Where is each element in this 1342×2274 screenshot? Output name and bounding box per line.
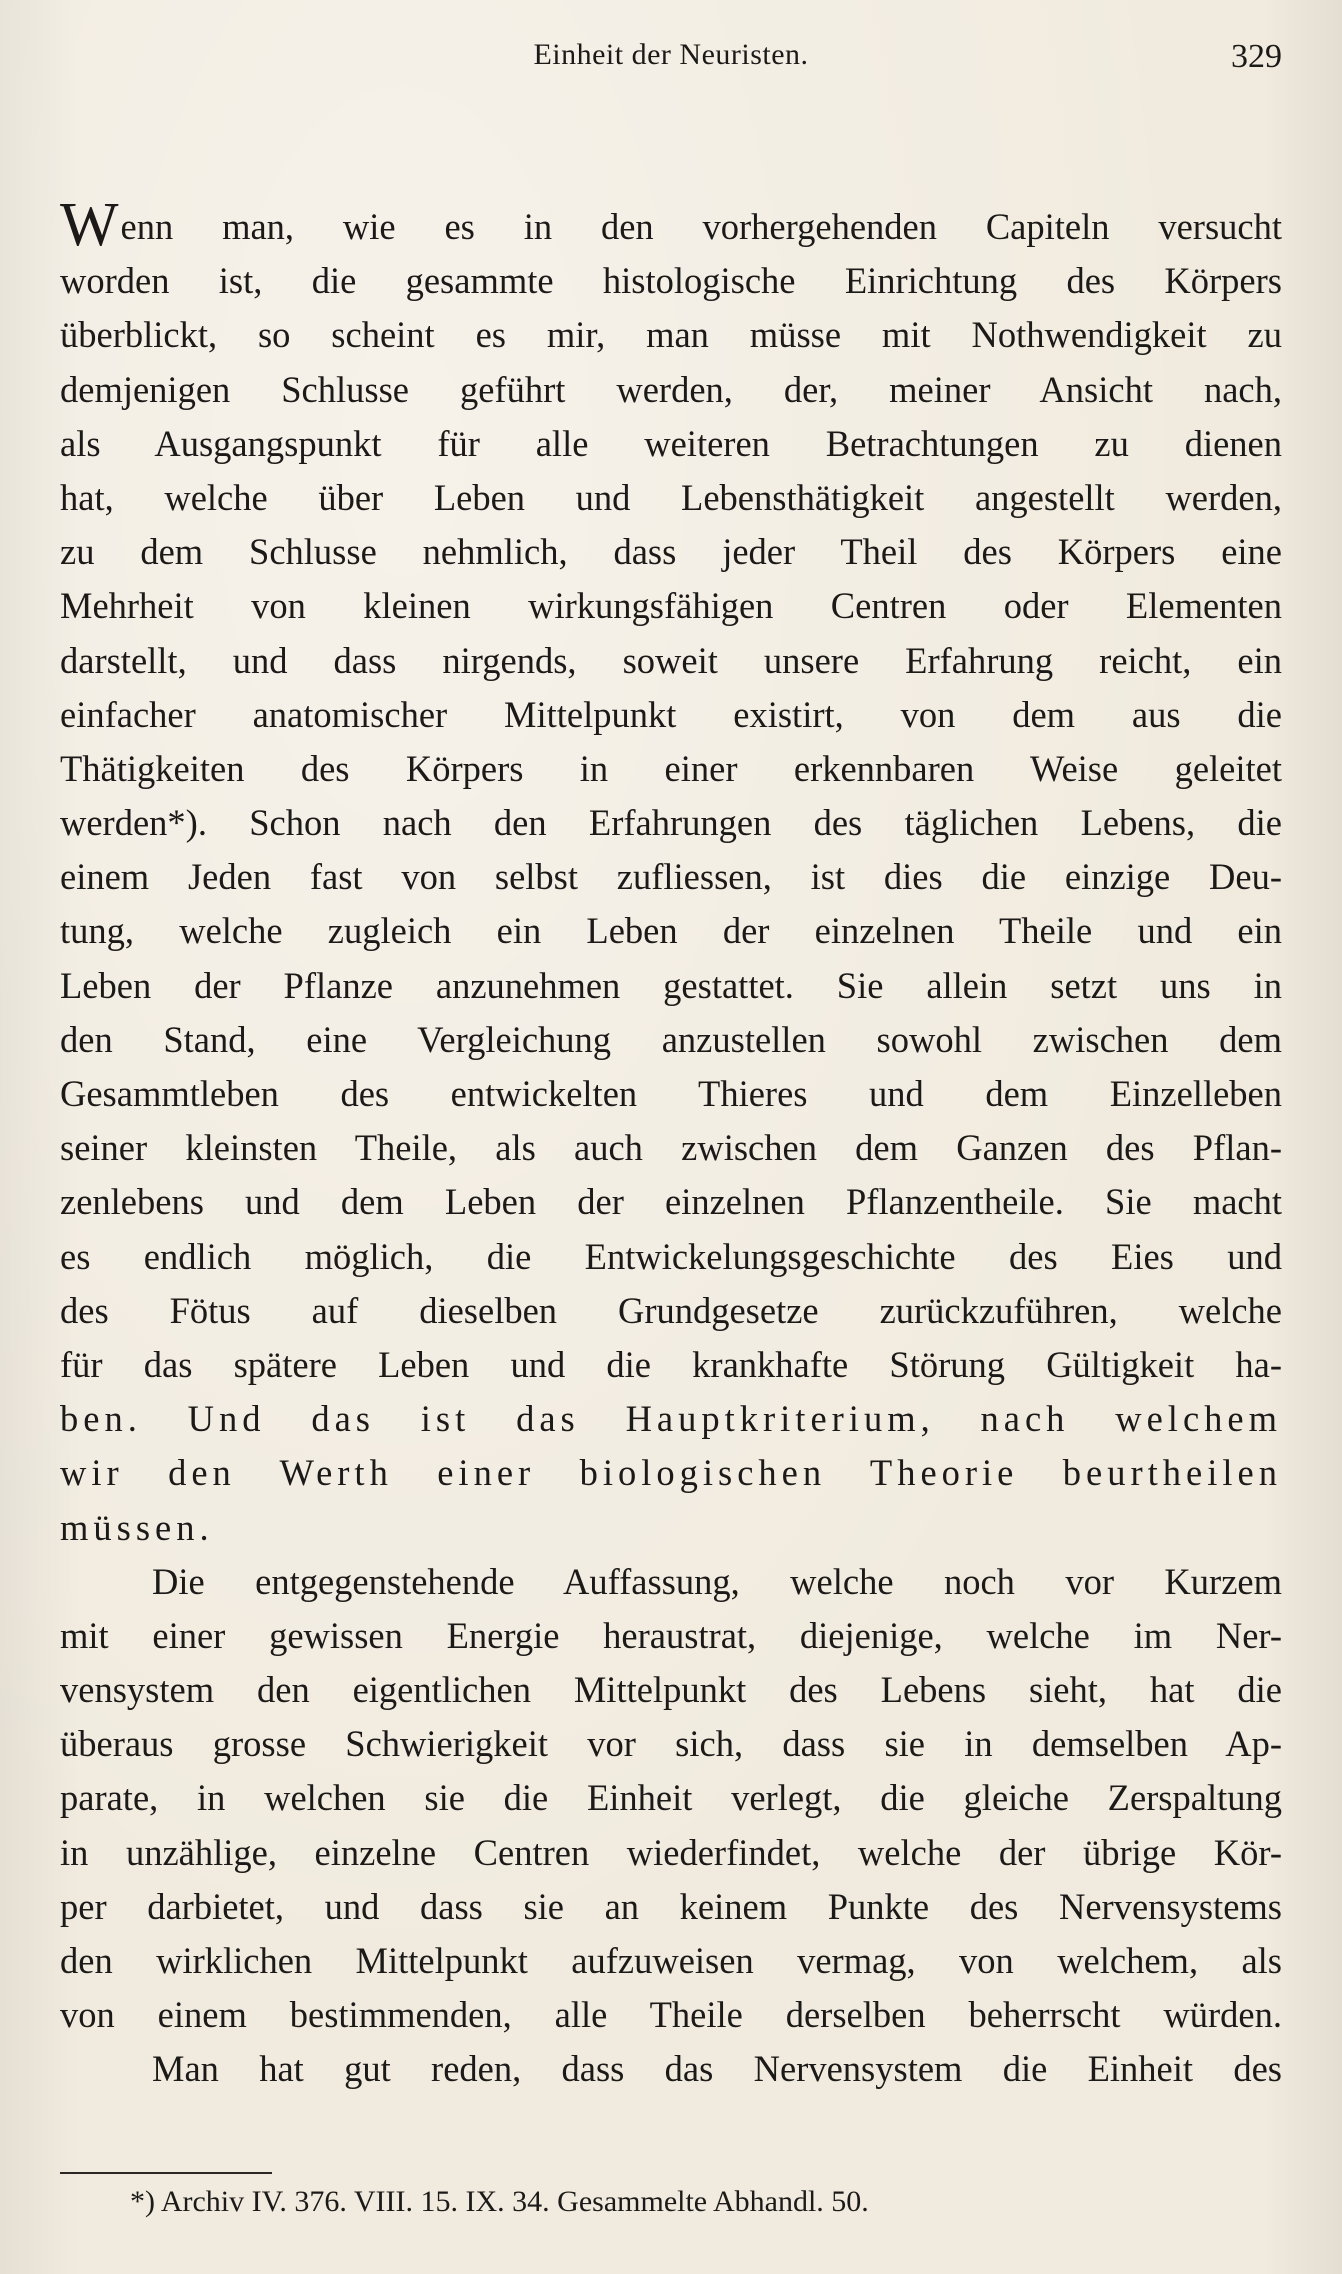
text-line: tung, welche zugleich ein Leben der einzelnen Theile und ein xyxy=(60,910,1282,952)
text-line: worden ist, die gesammte histologische Einrichtung des Körpers xyxy=(60,260,1282,302)
text-line: Die entgegenstehende Auffassung, welche noch vor Kurzem xyxy=(152,1560,1282,1602)
text-line: hat, welche über Leben und Lebensthätigkeit angestellt werden, xyxy=(60,476,1282,518)
page-number: 329 xyxy=(1231,38,1282,75)
text-line: von einem bestimmenden, alle Theile derselben beherrscht würden. xyxy=(60,1994,1282,2036)
text-line: darstellt, und dass nirgends, soweit unsere Erfahrung reicht, ein xyxy=(60,639,1282,681)
text-line-emphasized: ben. Und das ist das Hauptkriterium, nach welchem xyxy=(60,1398,1282,1440)
text-line: es endlich möglich, die Entwickelungsgeschichte des Eies und xyxy=(60,1235,1282,1277)
text-line-emphasized: wir den Werth einer biologischen Theorie beurtheilen xyxy=(60,1452,1282,1494)
text-line: für das spätere Leben und die krankhafte Störung Gültigkeit ha- xyxy=(60,1343,1282,1385)
text-line: überblickt, so scheint es mir, man müsse mit Nothwendigkeit zu xyxy=(60,314,1282,356)
text-line: seiner kleinsten Theile, als auch zwischen dem Ganzen des Pflan- xyxy=(60,1127,1282,1169)
text-line: den wirklichen Mittelpunkt aufzuweisen vermag, von welchem, als xyxy=(60,1940,1282,1981)
body-text xyxy=(60,191,1282,2097)
text-line-emphasized: müssen. xyxy=(60,1506,214,1548)
text-line: parate, in welchen sie die Einheit verlegt, die gleiche Zerspaltung xyxy=(60,1777,1282,1819)
text-line: Leben der Pflanze anzunehmen gestattet. Sie allein setzt uns in xyxy=(60,964,1282,1006)
footnote: *) Archiv IV. 376. VIII. 15. IX. 34. Gesammelte Abhandl. 50. xyxy=(130,2185,869,2218)
drop-cap: W xyxy=(60,191,119,259)
text-line xyxy=(60,191,1282,259)
text-line: mit einer gewissen Energie heraustrat, diejenige, welche im Ner- xyxy=(60,1614,1282,1656)
text-line: einfacher anatomischer Mittelpunkt existirt, von dem aus die xyxy=(60,693,1282,735)
text-line: zu dem Schlusse nehmlich, dass jeder Theil des Körpers eine xyxy=(60,531,1282,573)
text-line: den Stand, eine Vergleichung anzustellen sowohl zwischen dem xyxy=(60,1018,1282,1060)
text-line: Gesammtleben des entwickelten Thieres und dem Einzelleben xyxy=(60,1073,1282,1114)
text-line: Man hat gut reden, dass das Nervensystem die Einheit des xyxy=(152,2048,1282,2090)
footnote-rule xyxy=(60,2172,272,2174)
text-line: als Ausgangspunkt für alle weiteren Betrachtungen zu dienen xyxy=(60,422,1282,464)
text-line: demjenigen Schlusse geführt werden, der, meiner Ansicht nach, xyxy=(60,368,1282,410)
text-line: Thätigkeiten des Körpers in einer erkennbaren Weise geleitet xyxy=(60,747,1282,789)
text-line: des Fötus auf dieselben Grundgesetze zurückzuführen, welche xyxy=(60,1289,1282,1331)
text-line: vensystem den eigentlichen Mittelpunkt des Lebens sieht, hat die xyxy=(60,1669,1282,1711)
text-line: zenlebens und dem Leben der einzelnen Pflanzentheile. Sie macht xyxy=(60,1181,1282,1223)
text-line: werden*). Schon nach den Erfahrungen des täglichen Lebens, die xyxy=(60,802,1282,844)
text-line: einem Jeden fast von selbst zufliessen, ist dies die einzige Deu- xyxy=(60,856,1282,898)
text-line: überaus grosse Schwierigkeit vor sich, dass sie in demselben Ap- xyxy=(60,1723,1282,1765)
text-line-content: enn man, wie es in den vorhergehenden Capiteln versucht xyxy=(120,206,1282,247)
text-line: per darbietet, und dass sie an keinem Punkte des Nervensystems xyxy=(60,1885,1282,1927)
text-line: Mehrheit von kleinen wirkungsfähigen Centren oder Elementen xyxy=(60,585,1282,627)
running-title: Einheit der Neuristen. xyxy=(533,38,809,71)
text-line: in unzählige, einzelne Centren wiederfindet, welche der übrige Kör- xyxy=(60,1831,1282,1873)
running-head xyxy=(60,32,1282,82)
